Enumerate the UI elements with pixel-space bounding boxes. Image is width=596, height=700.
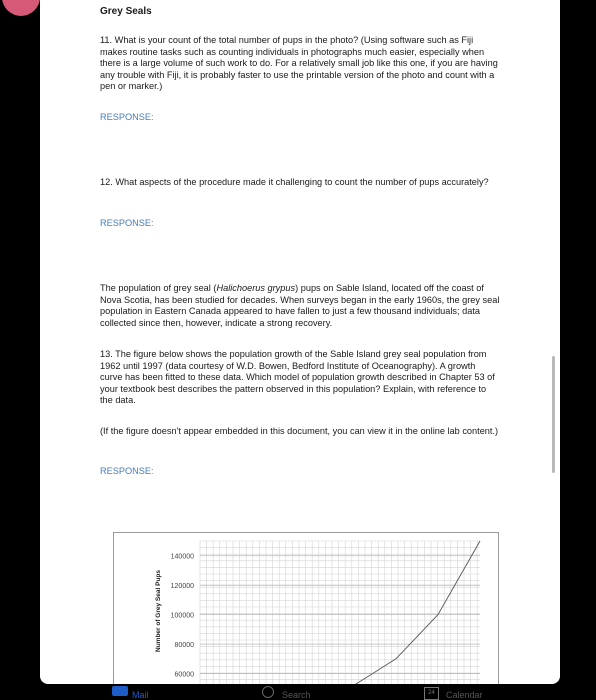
search-icon <box>262 686 274 698</box>
growth-curve <box>306 541 480 684</box>
document-page <box>40 0 560 684</box>
tab-calendar-label: Calendar <box>446 690 483 700</box>
y-axis-label: Number of Grey Seal Pups <box>155 570 162 652</box>
response-11-label: RESPONSE: <box>100 112 154 122</box>
y-tick-label: 120000 <box>170 583 194 591</box>
intro-paragraph <box>100 283 500 329</box>
calendar-icon: 24 <box>424 687 439 700</box>
tab-search-label: Search <box>282 690 311 700</box>
tab-bar <box>0 684 596 700</box>
question-11: 11. What is your count of the total number of pups in the photo? (Using software such as Fiji makes routine tasks such as counting individuals in photographs much easier, especially when there is a large volume of such work to do. For a relatively small job like this one, if you are having any trouble with Fiji, it is probably faster to use the printable version of the photo and count with a pen or marker.) <box>100 35 498 92</box>
intro-before: The population of grey seal ( <box>100 283 217 293</box>
response-12-label: RESPONSE: <box>100 218 154 228</box>
avatar[interactable] <box>2 0 40 16</box>
question-13: 13. The figure below shows the population growth of the Sable Island grey seal population from 1962 until 1997 (data courtesy of W.D. Bowen, Bedford Institute of Oceanography). A growth curve has been fitted to these data. Which model of population growth described in Chapter 53 of your textbook best describes the pattern observed in this population? Explain, with reference to the data. <box>100 349 495 406</box>
chart-svg <box>114 533 498 684</box>
question-12: 12. What aspects of the procedure made it challenging to count the number of pups accurately? <box>100 177 489 187</box>
intro-after: ) pups on Sable Island, located off the coast of Nova Scotia, has been studied for decades. When surveys began in the early 1960s, the grey seal population in Eastern Canada appeared to have fallen to just a few thousand individuals; data collected since then, however, indicate a strong recovery. <box>100 283 500 328</box>
tab-mail-label: Mail <box>132 690 149 700</box>
population-chart <box>113 532 499 684</box>
species-name: Halichoerus grypus <box>216 283 296 293</box>
page-title: Grey Seals <box>100 6 152 17</box>
scrollbar[interactable] <box>552 356 555 473</box>
figure-note: (If the figure doesn't appear embedded in this document, you can view it in the online lab content.) <box>100 426 499 436</box>
response-13-label: RESPONSE: <box>100 466 154 476</box>
y-tick-label: 100000 <box>170 612 194 620</box>
y-tick-label: 140000 <box>170 553 194 561</box>
mail-icon <box>112 686 128 696</box>
y-tick-label: 60000 <box>174 671 194 679</box>
y-tick-label: 80000 <box>174 642 194 650</box>
